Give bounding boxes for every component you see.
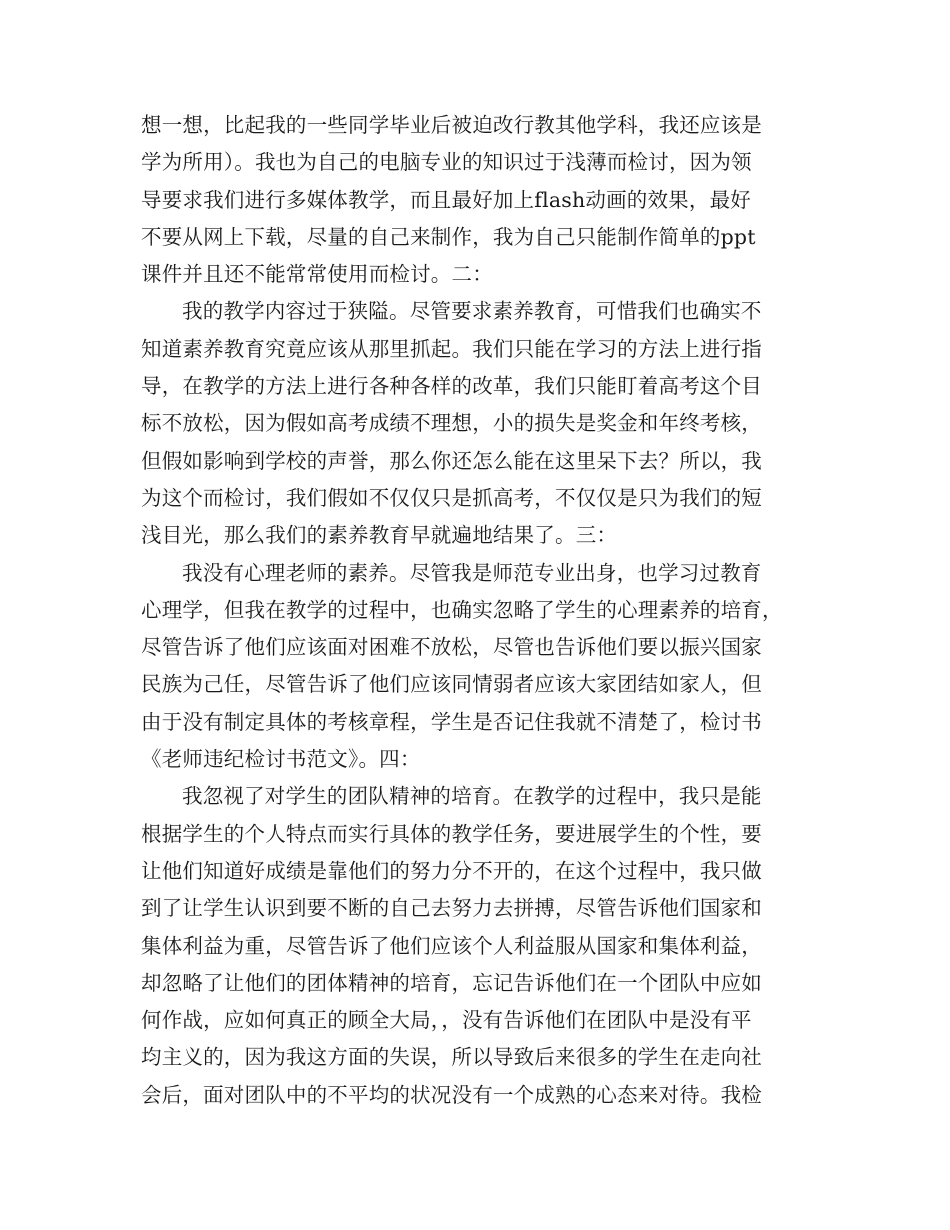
text-line: 知道素养教育究竟应该从那里抓起。我们只能在学习的方法上进行指 (141, 336, 762, 361)
text-line: 心理学，但我在教学的过程中，也确实忽略了学生的心理素养的培育， (141, 597, 783, 622)
text-line: 尽管告诉了他们应该面对困难不放松，尽管也告诉他们要以振兴国家 (141, 635, 762, 660)
paragraph-start-line: 我没有心理老师的素养。尽管我是师范专业出身，也学习过教育 (182, 560, 762, 585)
text-line: 何作战，应如何真正的顾全大局，，没有告诉他们在团队中是没有平 (141, 1008, 752, 1033)
text-line: 会后，面对团队中的不平均的状况没有一个成熟的心态来对待。我检 (141, 1082, 762, 1107)
text-line: 浅目光，那么我们的素养教育早就遍地结果了。三： (141, 523, 618, 548)
text-line: 根据学生的个人特点而实行具体的教学任务，要进展学生的个性，要 (141, 821, 762, 846)
text-line: 导要求我们进行多媒体教学，而且最好加上flash动画的效果，最好 (141, 187, 751, 212)
paragraph-start-line: 我忽视了对学生的团队精神的培育。在教学的过程中，我只是能 (182, 784, 762, 809)
body-text (141, 107, 811, 1114)
text-line: 课件并且还不能常常使用而检讨。二： (141, 262, 493, 287)
text-line: 学为所用）。我也为自己的电脑专业的知识过于浅薄而检讨，因为领 (141, 150, 752, 175)
text-line: 却忽略了让他们的团体精神的培育，忘记告诉他们在一个团队中应如 (141, 970, 762, 995)
text-line: 为这个而检讨，我们假如不仅仅只是抓高考，不仅仅是只为我们的短 (141, 485, 762, 510)
text-line: 不要从网上下载，尽量的自己来制作，我为自己只能制作简单的ppt (141, 224, 756, 249)
paragraph-start-line: 我的教学内容过于狭隘。尽管要求素养教育，可惜我们也确实不 (182, 299, 762, 324)
text-line: 由于没有制定具体的考核章程，学生是否记住我就不清楚了，检讨书 (141, 709, 762, 734)
text-line: 集体利益为重，尽管告诉了他们应该个人利益服从国家和集体利益， (141, 933, 762, 958)
text-line: 让他们知道好成绩是靠他们的努力分不开的，在这个过程中，我只做 (141, 858, 762, 883)
text-line: 民族为己任，尽管告诉了他们应该同情弱者应该大家团结如家人，但 (141, 672, 762, 697)
text-line: 但假如影响到学校的声誉，那么你还怎么能在这里呆下去？所以，我 (141, 448, 762, 473)
text-line: 《老师违纪检讨书范文》。四： (141, 747, 421, 772)
text-line: 想一想，比起我的一些同学毕业后被迫改行教其他学科，我还应该是 (141, 113, 762, 137)
text-line: 到了让学生认识到要不断的自己去努力去拼搏，尽管告诉他们国家和 (141, 896, 762, 921)
text-line: 标不放松，因为假如高考成绩不理想，小的损失是奖金和年终考核， (141, 411, 762, 436)
text-line: 导，在教学的方法上进行各种各样的改革，我们只能盯着高考这个目 (141, 374, 762, 399)
text-line: 均主义的，因为我这方面的失误，所以导致后来很多的学生在走向社 (141, 1045, 762, 1070)
